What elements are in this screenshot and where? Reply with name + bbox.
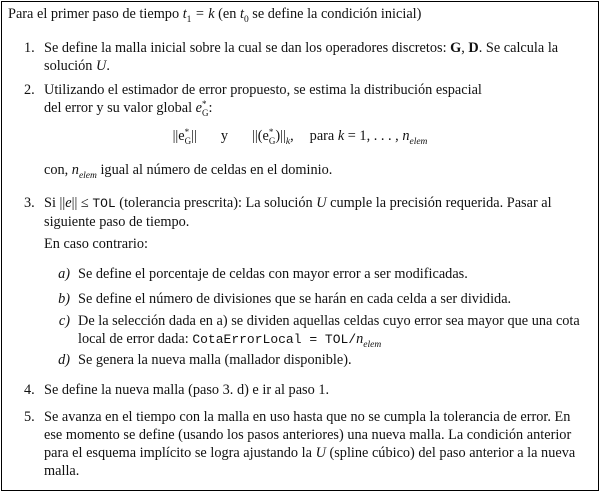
step-text: malla. <box>44 463 80 479</box>
step-number: 3. <box>24 195 35 211</box>
formula-k: k <box>337 128 345 144</box>
estimator-var: e <box>195 100 203 116</box>
solution-var: U <box>96 58 107 74</box>
operator-d: D <box>468 40 479 56</box>
step-text: . <box>106 58 110 74</box>
substep-text: Se genera la nueva malla (mallador disponible). <box>78 352 352 368</box>
step-text: siguiente paso de tiempo. <box>44 214 190 230</box>
formula-n-sub: elem <box>409 136 428 147</box>
step-text: , <box>461 40 469 56</box>
step-number: 5. <box>24 409 35 425</box>
substep-label: a) <box>58 266 70 282</box>
operator-g: G <box>450 40 462 56</box>
substep-c-text <box>78 312 592 349</box>
step-text: (spline cúbico) del paso anterior a la nueva <box>325 445 576 461</box>
step-text: ese momento se define (usando los pasos anteriores) una nueva malla. La condición anterior <box>44 427 572 443</box>
step-text: cumple la precisión requerida. Pasar al <box>326 195 552 211</box>
step-text: del error y su valor global <box>44 100 196 116</box>
intro-time-sub: 1 <box>186 14 192 25</box>
step-text: con, <box>44 162 72 178</box>
else-text: En caso contrario: <box>44 236 149 252</box>
formula-part: = 1, . . . , <box>344 128 403 144</box>
formula-part: , <box>290 128 294 144</box>
intro-time-eq: = k <box>191 6 215 22</box>
substep-label: b) <box>58 291 70 307</box>
step-text: para el esquema implícito se logra ajustando la <box>44 445 316 461</box>
error-var: e <box>65 195 72 211</box>
estimator-sup: * <box>202 98 207 109</box>
formula-k-sub: k <box>285 136 291 147</box>
substep-label: c) <box>58 313 70 329</box>
formula-part: )|| <box>275 128 286 144</box>
substep-text: local de error dada: <box>78 331 193 347</box>
estimator-sub: G <box>202 107 209 118</box>
formula-n: n <box>402 128 410 144</box>
step-1-text <box>44 39 592 75</box>
step-text: Se avanza en el tiempo con la malla en uso hasta que no se cumpla la tolerancia de error. En <box>44 409 571 425</box>
solution-var: U <box>315 445 326 461</box>
intro-text: se define la condición inicial) <box>248 6 422 22</box>
n-sub: elem <box>78 170 97 181</box>
step-number: 4. <box>24 382 35 398</box>
substep-label: d) <box>58 352 70 368</box>
step-5-text <box>44 408 596 480</box>
step-text: . Se calcula la <box>478 40 559 56</box>
formula-part: || <box>191 128 197 144</box>
formula-sup: * <box>184 126 190 137</box>
n-var: n <box>356 331 364 347</box>
algorithm-box <box>1 1 599 491</box>
step-number: 1. <box>24 40 35 56</box>
step-text: || ≤ <box>71 195 93 211</box>
substep-text: De la selección dada en a) se dividen aquellas celdas cuyo error sea mayor que una cota <box>78 313 580 329</box>
formula-sub: G <box>268 135 276 146</box>
formula-sup: * <box>268 126 274 137</box>
substep-text: Se define el número de divisiones que se harán en cada celda a ser dividida. <box>78 291 512 307</box>
formula-sub: G <box>184 135 192 146</box>
step-text: (tolerancia prescrita): La solución <box>115 195 317 211</box>
cota-code: CotaErrorLocal = TOL/ <box>192 332 357 347</box>
solution-var: U <box>316 195 327 211</box>
step-number: 2. <box>24 82 35 98</box>
intro-time-var: t <box>182 6 187 22</box>
step-2-after <box>44 161 592 179</box>
intro-t0-sub: 0 <box>243 14 249 25</box>
formula-part: ||(e <box>252 128 269 144</box>
step-3-text <box>44 194 596 231</box>
step-4-text: Se define la nueva malla (paso 3. d) e ir al paso 1. <box>44 382 330 398</box>
intro-text: Para el primer paso de tiempo <box>8 6 183 22</box>
n-sub: elem <box>363 339 382 350</box>
intro-text: (en <box>214 6 240 22</box>
step-text: solución <box>44 58 97 74</box>
formula-part: ||e <box>172 128 185 144</box>
step-text: : <box>208 100 213 116</box>
n-var: n <box>71 162 79 178</box>
error-formula <box>2 127 598 146</box>
intro-line <box>8 5 421 23</box>
step-text: Utilizando el estimador de error propuesto, se estima la distribución espacial <box>44 82 482 98</box>
step-2-text <box>44 81 592 118</box>
formula-and: y <box>220 128 229 144</box>
intro-t0-var: t <box>239 6 244 22</box>
step-text: Se define la malla inicial sobre la cual se dan los operadores discretos: <box>44 40 451 56</box>
formula-part: para <box>309 128 338 144</box>
step-text: Si || <box>44 195 66 211</box>
step-text: igual al número de celdas en el dominio. <box>96 162 333 178</box>
tol-code: TOL <box>92 196 116 211</box>
substep-text: Se define el porcentaje de celdas con mayor error a ser modificadas. <box>78 266 468 282</box>
